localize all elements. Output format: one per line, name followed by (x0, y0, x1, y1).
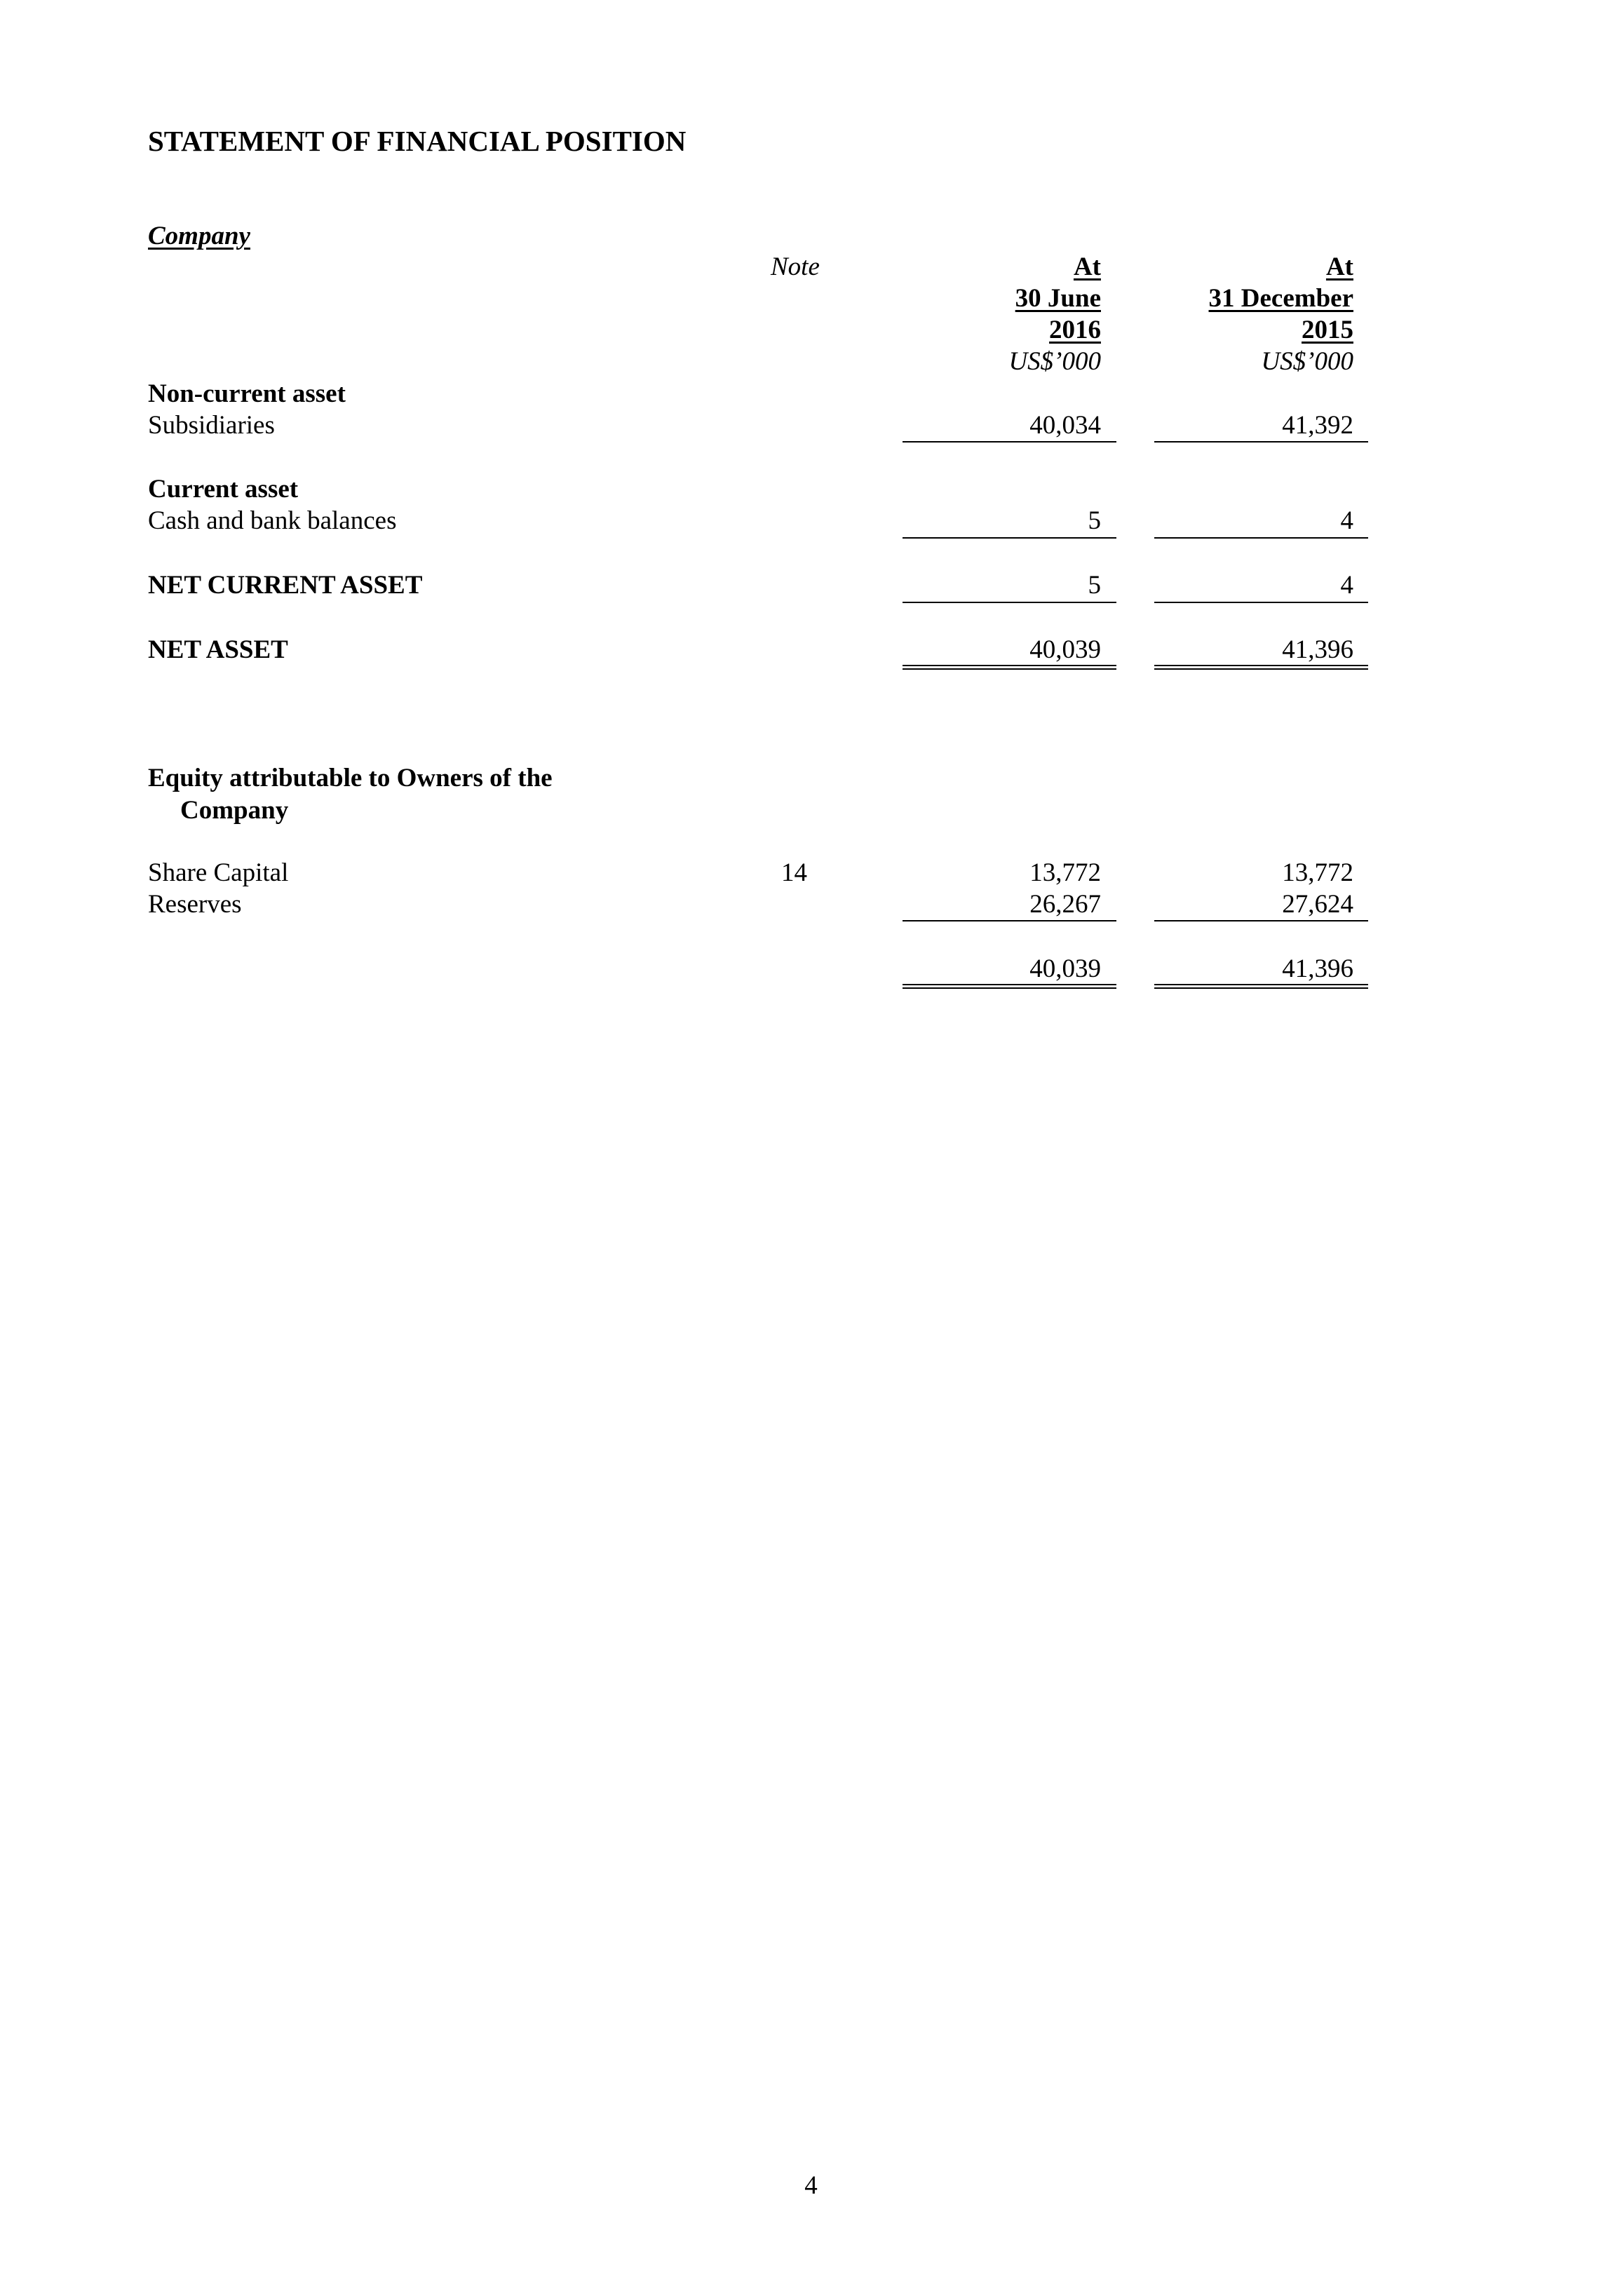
subsidiaries-rule-2015 (1154, 441, 1368, 443)
net-asset-2016: 40,039 (1029, 635, 1101, 664)
statement-title: STATEMENT OF FINANCIAL POSITION (148, 125, 687, 157)
share-capital-2016: 13,772 (1029, 858, 1101, 887)
total-equity-2016: 40,039 (1029, 954, 1101, 983)
total-equity-2015: 41,396 (1282, 954, 1353, 983)
net-asset-label: NET ASSET (148, 635, 288, 664)
reserves-label: Reserves (148, 890, 242, 919)
col1-unit: US$’000 (1008, 347, 1101, 376)
net-asset-2015: 41,396 (1282, 635, 1353, 664)
page-number: 4 (804, 2171, 818, 2200)
col1-header-date: 30 June (1015, 284, 1101, 313)
non-current-asset-heading: Non-current asset (148, 379, 346, 408)
note-column-header: Note (771, 252, 820, 281)
total-equity-double-rule-2015 (1154, 984, 1368, 989)
entity-label: Company (148, 222, 250, 250)
reserves-rule-2016 (903, 920, 1116, 921)
net-asset-double-rule-2015 (1154, 665, 1368, 670)
share-capital-label: Share Capital (148, 858, 289, 887)
net-current-rule-2016 (903, 602, 1116, 603)
col2-header-year: 2015 (1302, 316, 1353, 344)
net-asset-double-rule-2016 (903, 665, 1116, 670)
equity-heading: Equity attributable to Owners of the (148, 764, 553, 792)
subsidiaries-2016: 40,034 (1029, 411, 1101, 440)
cash-rule-2016 (903, 537, 1116, 539)
reserves-rule-2015 (1154, 920, 1368, 921)
net-current-asset-2016: 5 (1088, 571, 1101, 600)
share-capital-note: 14 (781, 858, 807, 887)
col2-header-date: 31 December (1208, 284, 1353, 313)
col1-header-at: At (1073, 252, 1101, 281)
col2-unit: US$’000 (1261, 347, 1353, 376)
subsidiaries-rule-2016 (903, 441, 1116, 443)
cash-2016: 5 (1088, 506, 1101, 535)
net-current-rule-2015 (1154, 602, 1368, 603)
net-current-asset-2015: 4 (1340, 571, 1353, 600)
cash-rule-2015 (1154, 537, 1368, 539)
net-current-asset-label: NET CURRENT ASSET (148, 571, 423, 600)
equity-heading-continued: Company (180, 796, 289, 825)
reserves-2016: 26,267 (1029, 890, 1101, 919)
cash-2015: 4 (1340, 506, 1353, 535)
subsidiaries-label: Subsidiaries (148, 411, 275, 440)
col1-header-year: 2016 (1049, 316, 1101, 344)
current-asset-heading: Current asset (148, 475, 299, 504)
col2-header-at: At (1325, 252, 1353, 281)
cash-label: Cash and bank balances (148, 506, 397, 535)
total-equity-double-rule-2016 (903, 984, 1116, 989)
reserves-2015: 27,624 (1282, 890, 1353, 919)
share-capital-2015: 13,772 (1282, 858, 1353, 887)
subsidiaries-2015: 41,392 (1282, 411, 1353, 440)
